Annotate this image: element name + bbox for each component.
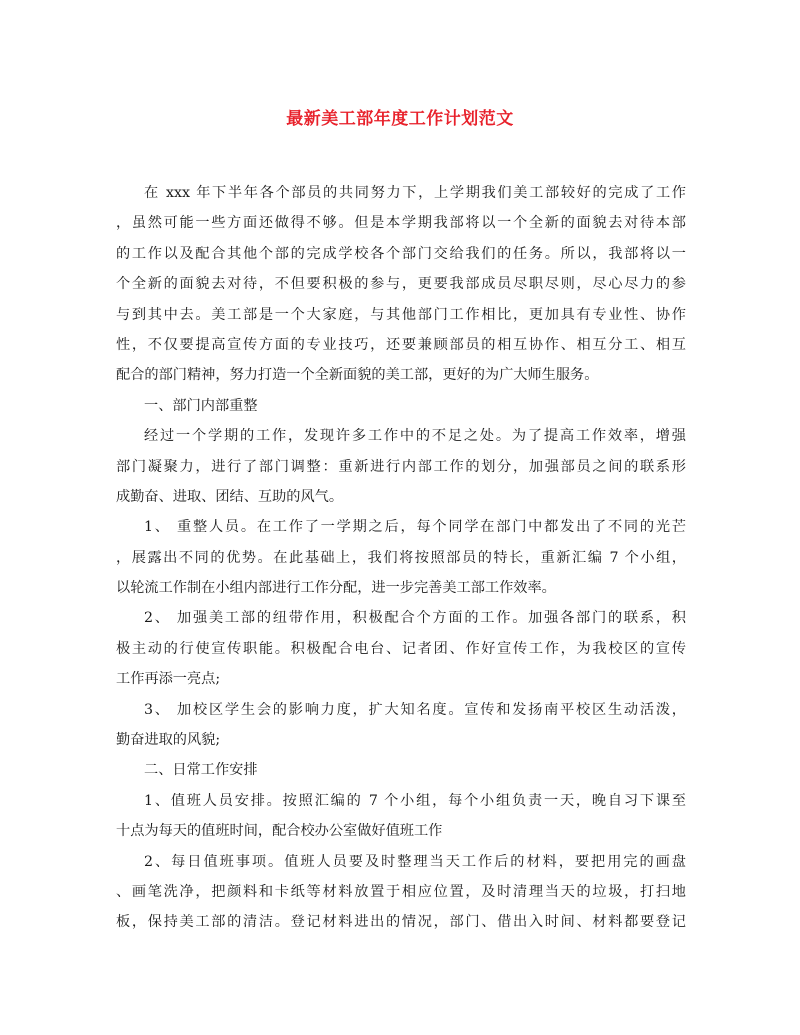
- text-line: 3、 加校区学生会的影响力度，扩大知名度。宣传和发扬南平校区生动活泼，: [144, 701, 686, 718]
- text-line: 成勤奋、进取、团结、互助的风气。: [116, 488, 344, 505]
- text-line: 以轮流工作制在小组内部进行工作分配，进一步完善美工部工作效率。: [116, 580, 556, 597]
- text-line: 极主动的行使宣传职能。积极配合电台、记者团、作好宣传工作，为我校区的宣传: [116, 640, 686, 657]
- document-title: 最新美工部年度工作计划范文: [286, 109, 514, 129]
- text-line: 在 xxx 年下半年各个部员的共同努力下，上学期我们美工部较好的完成了工作: [144, 185, 686, 201]
- text-line: 1、值班人员安排。按照汇编的 7 个小组，每个小组负责一天，晚自习下课至: [144, 792, 686, 809]
- text-line: 二、日常工作安排: [144, 762, 258, 779]
- text-line: 经过一个学期的工作，发现许多工作中的不足之处。为了提高工作效率，增强: [144, 428, 686, 445]
- text-line: 勤奋进取的风貌;: [116, 732, 221, 749]
- text-line: 配合的部门精神，努力打造一个全新面貌的美工部，更好的为广大师生服务。: [116, 367, 599, 384]
- text-line: 个全新的面貌去对待，不但要积极的参与，更要我部成员尽职尽则，尽心尽力的参: [116, 276, 686, 293]
- text-line: 十点为每天的值班时间，配合校办公室做好值班工作: [116, 823, 443, 840]
- text-line: 板，保持美工部的清洁。登记材料进出的情况，部门、借出入时间、材料都要登记: [116, 914, 686, 931]
- text-line: 部门凝聚力，进行了部门调整：重新进行内部工作的划分，加强部员之间的联系形: [116, 458, 686, 475]
- text-line: 2、每日值班事项。值班人员要及时整理当天工作后的材料，要把用完的画盘: [144, 853, 686, 870]
- text-line: 与到其中去。美工部是一个大家庭，与其他部门工作相比，更加具有专业性、协作: [116, 306, 686, 323]
- text-line: 一、部门内部重整: [144, 397, 258, 414]
- text-line: 1、 重整人员。在工作了一学期之后，每个同学在部门中都发出了不同的光芒: [144, 519, 686, 536]
- text-line: 的工作以及配合其他个部的完成学校各个部门交给我们的任务。所以，我部将以一: [116, 245, 686, 262]
- text-line: 2、 加强美工部的纽带作用，积极配合个方面的工作。加强各部门的联系，积: [144, 610, 686, 627]
- text-line: ，展露出不同的优势。在此基础上，我们将按照部员的特长，重新汇编 7 个小组，: [116, 549, 686, 566]
- text-line: 工作再添一亮点;: [116, 671, 221, 688]
- text-line: 、画笔洗净，把颜料和卡纸等材料放置于相应位置，及时清理当天的垃圾，打扫地: [116, 883, 686, 900]
- document-body: [116, 178, 686, 938]
- text-line: 性，不仅要提高宣传方面的专业技巧，还要兼顾部员的相互协作、相互分工、相互: [116, 336, 686, 353]
- text-line: ，虽然可能一些方面还做得不够。但是本学期我部将以一个全新的面貌去对待本部: [116, 215, 686, 232]
